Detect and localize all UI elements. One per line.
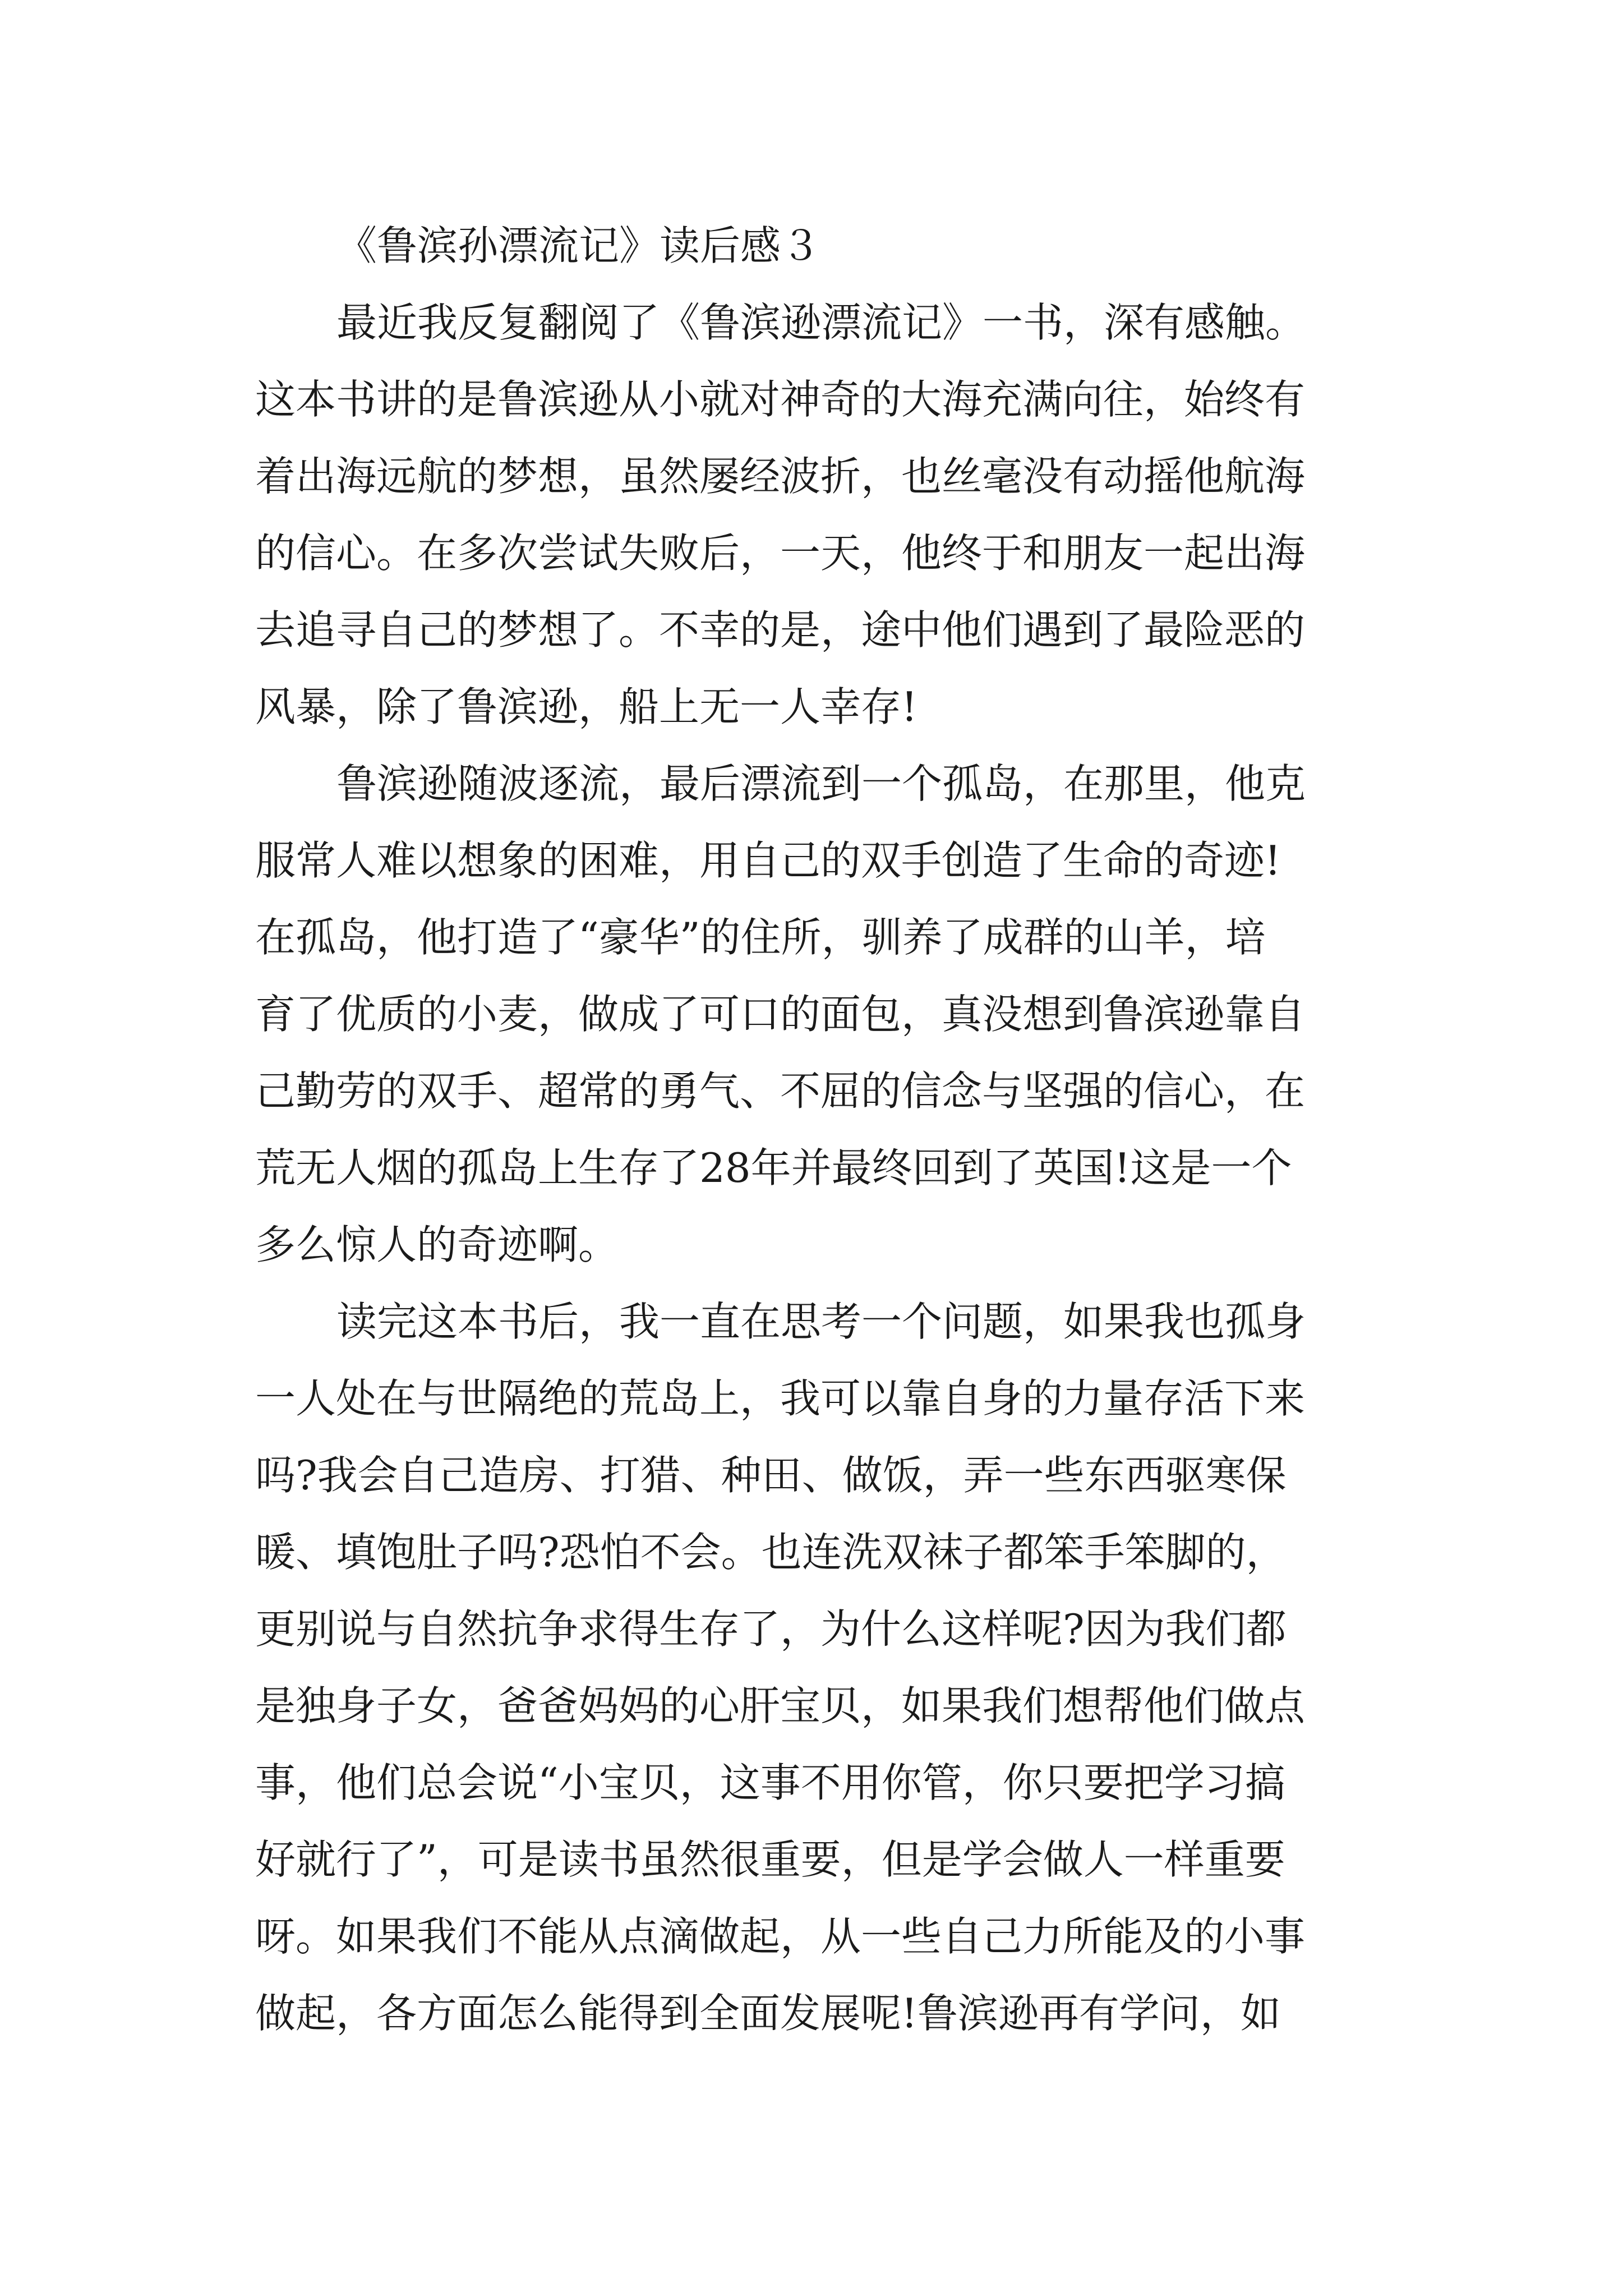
- text-line: 最近我反复翻阅了《鲁滨逊漂流记》一书，深有感触。: [336, 299, 1306, 346]
- text-line: 一人处在与世隔绝的荒岛上，我可以靠自身的力量存活下来: [255, 1375, 1306, 1422]
- paragraph-1: [255, 284, 1399, 746]
- text-line: 多么惊人的奇迹啊。: [255, 1221, 619, 1268]
- text-line: 这本书讲的是鲁滨逊从小就对神奇的大海充满向往，始终有: [255, 376, 1306, 423]
- text-line: 去追寻自己的梦想了。不幸的是，途中他们遇到了最险恶的: [255, 606, 1306, 654]
- text-line: 是独身子女，爸爸妈妈的心肝宝贝，如果我们想帮他们做点: [255, 1682, 1306, 1729]
- text-line: 做起，各方面怎么能得到全面发展呢!鲁滨逊再有学问，如: [255, 1990, 1281, 2037]
- text-line: 育了优质的小麦，做成了可口的面包，真没想到鲁滨逊靠自: [255, 991, 1306, 1038]
- text-line: 事，他们总会说“小宝贝，这事不用你管，你只要把学习搞: [255, 1759, 1285, 1806]
- text-line: 吗?我会自己造房、打猎、种田、做饭，弄一些东西驱寒保: [255, 1452, 1287, 1499]
- text-line: 在孤岛，他打造了“豪华”的住所，驯养了成群的山羊，培: [255, 914, 1266, 961]
- document-body: [255, 208, 1399, 2052]
- text-line: 读完这本书后，我一直在思考一个问题，如果我也孤身: [336, 1298, 1306, 1345]
- text-line: 好就行了”，可是读书虽然很重要，但是学会做人一样重要: [255, 1836, 1285, 1883]
- text-line: 呀。如果我们不能从点滴做起，从一些自己力所能及的小事: [255, 1913, 1306, 1960]
- paragraph-2: [255, 746, 1399, 1283]
- text-line: 的信心。在多次尝试失败后，一天，他终于和朋友一起出海: [255, 530, 1306, 577]
- text-line: 己勤劳的双手、超常的勇气、不屈的信念与坚强的信心，在: [255, 1068, 1306, 1115]
- text-line: 暖、填饱肚子吗?恐怕不会。也连洗双袜子都笨手笨脚的，: [255, 1529, 1287, 1576]
- text-line: 服常人难以想象的困难，用自己的双手创造了生命的奇迹!: [255, 837, 1281, 884]
- text-line: 风暴，除了鲁滨逊，船上无一人幸存!: [255, 683, 917, 730]
- text-line: 荒无人烟的孤岛上生存了28年并最终回到了英国!这是一个: [255, 1144, 1292, 1191]
- text-line: 着出海远航的梦想，虽然屡经波折，也丝毫没有动摇他航海: [255, 453, 1306, 500]
- text-line: 鲁滨逊随波逐流，最后漂流到一个孤岛，在那里，他克: [336, 760, 1306, 807]
- text-line: 更别说与自然抗争求得生存了，为什么这样呢?因为我们都: [255, 1605, 1287, 1653]
- paragraph-3: [255, 1283, 1399, 2052]
- document-title: 《鲁滨孙漂流记》读后感３: [336, 222, 822, 269]
